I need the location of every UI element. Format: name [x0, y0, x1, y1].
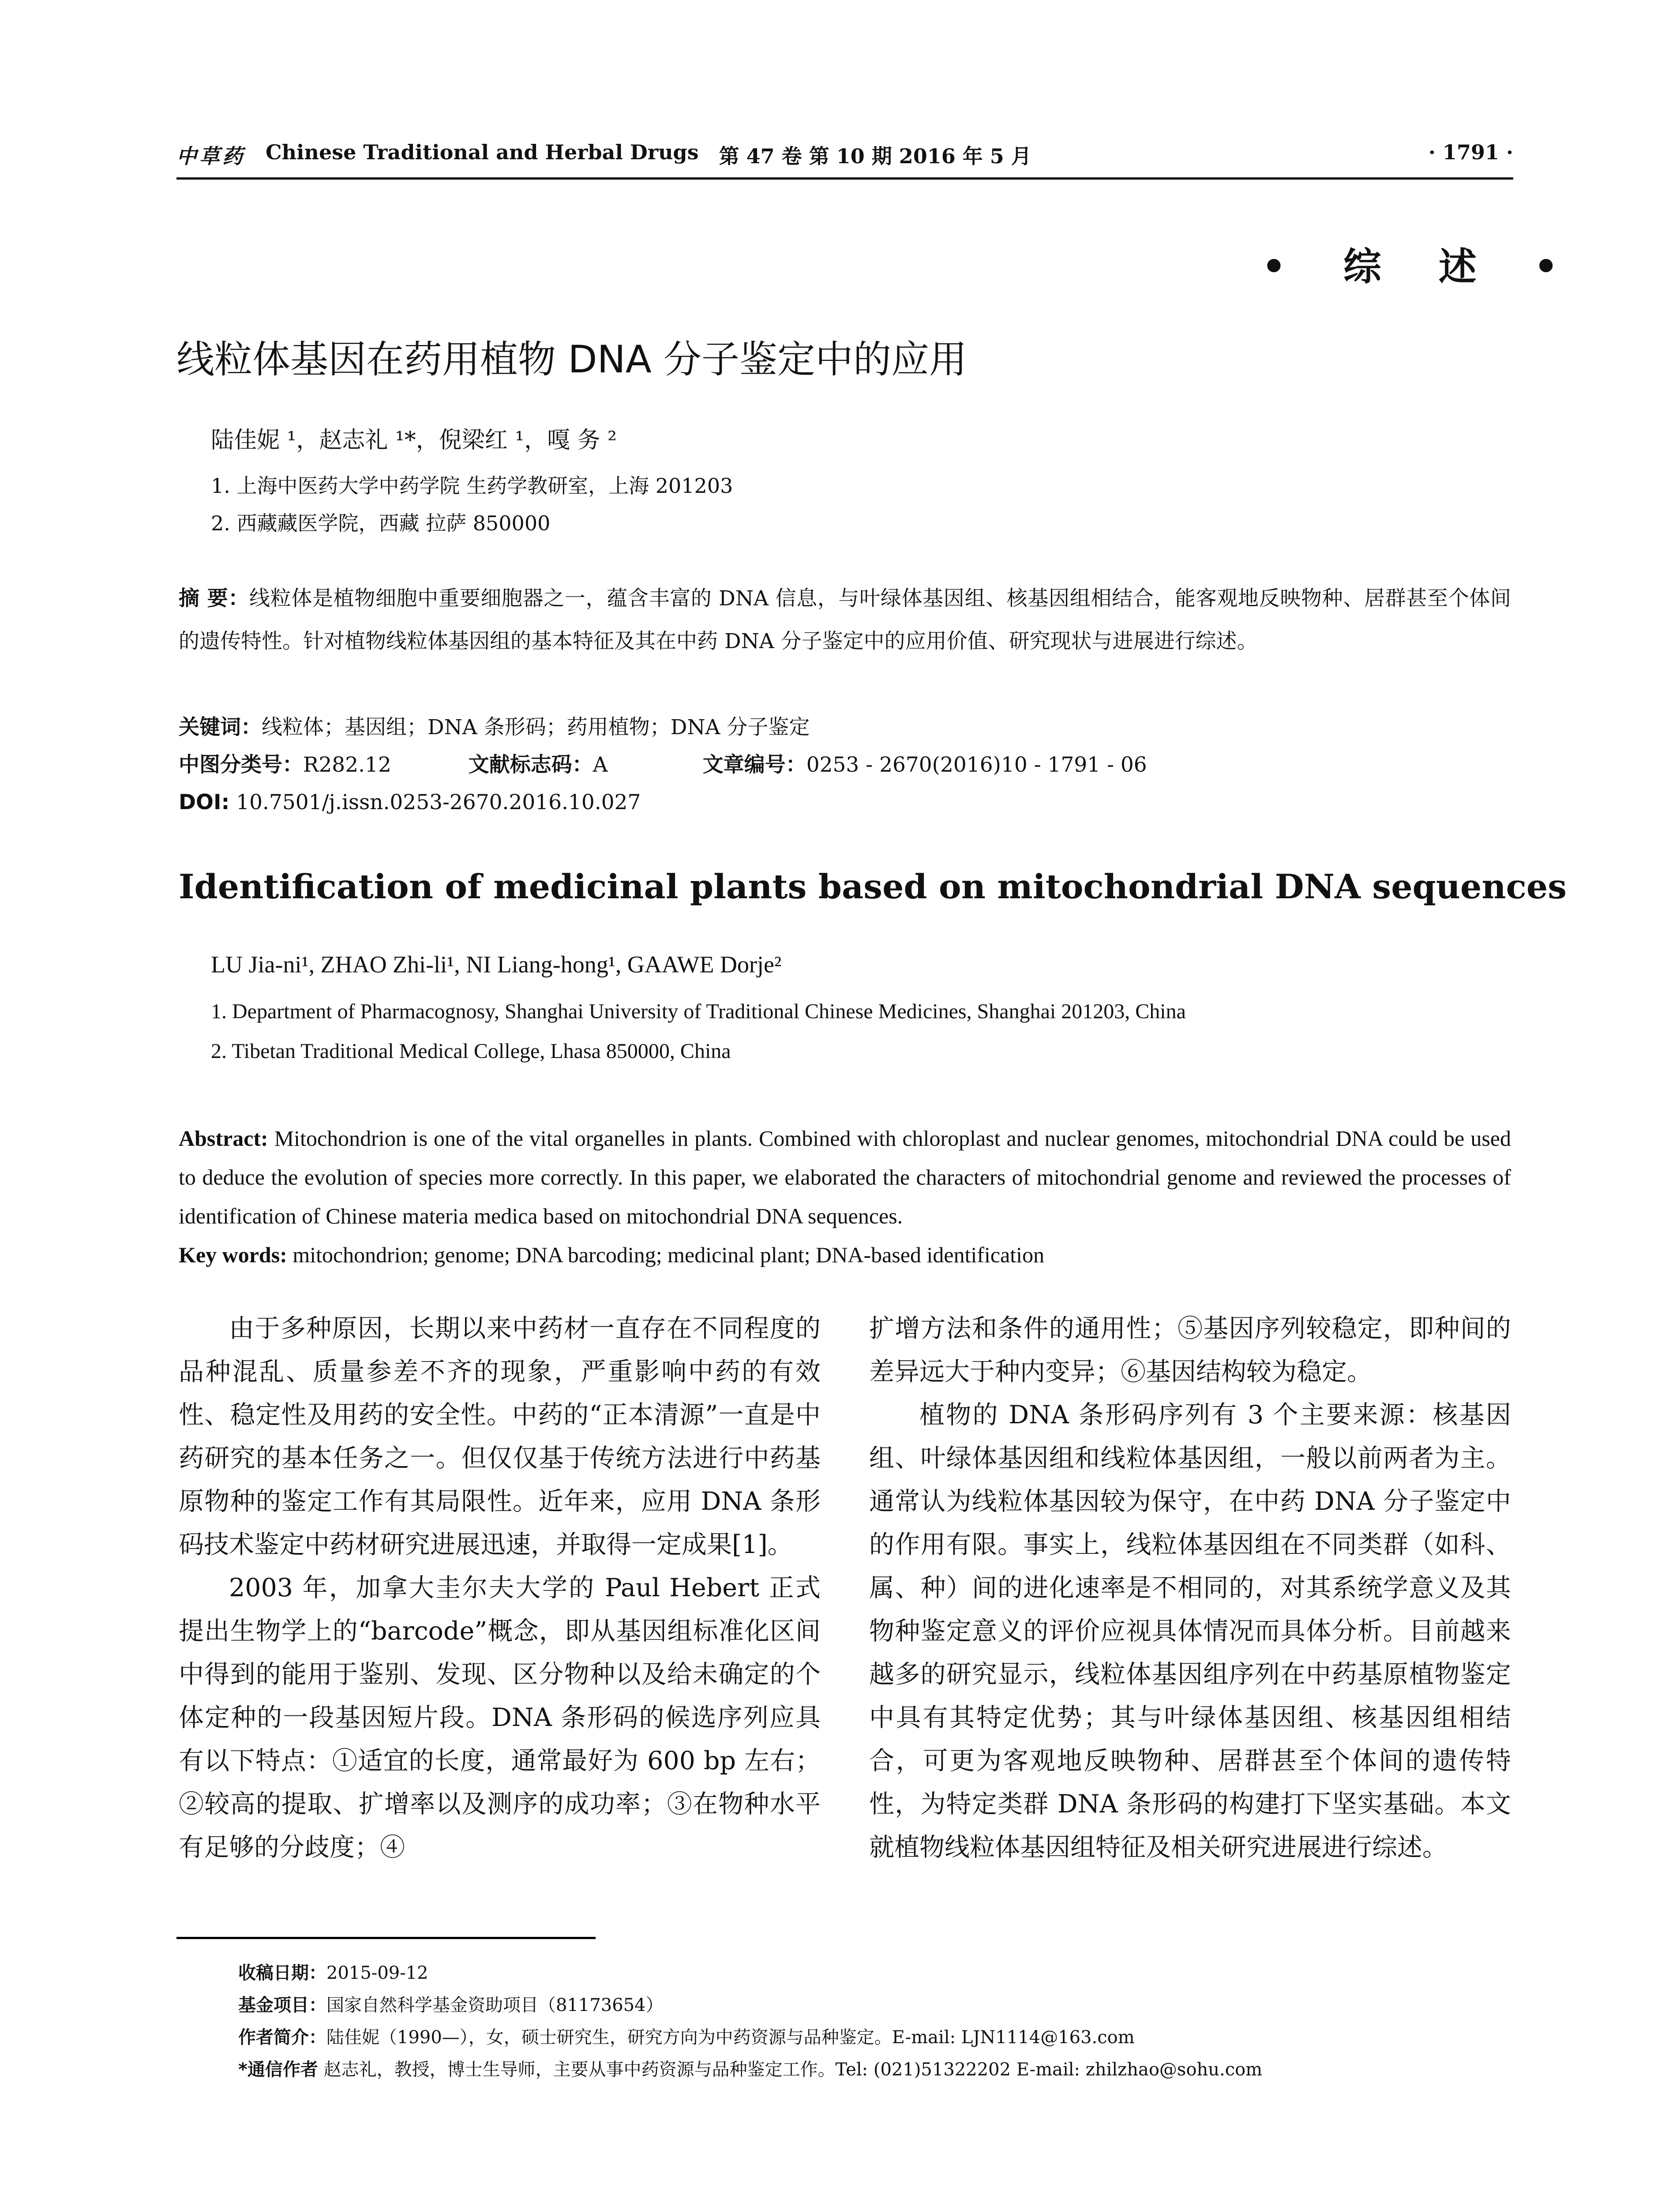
- issue-info: 第 47 卷 第 10 期 2016 年 5 月: [719, 144, 1031, 168]
- abstract-cn-text: 线粒体是植物细胞中重要细胞器之一，蕴含丰富的 DNA 信息，与叶绿体基因组、核基因组相结合，能客观地反映物种、居群甚至个体间的遗传特性。针对植物线粒体基因组的基本特征及其在中药 DNA 分子鉴定中的应用价值、研究现状与进展进行综述。: [179, 586, 1511, 653]
- keywords-en-label: Key words:: [179, 1242, 287, 1267]
- footnote-received: [238, 1959, 428, 1984]
- body-paragraph: 由于多种原因，长期以来中药材一直存在不同程度的品种混乱、质量参差不齐的现象，严重影响中药的有效性、稳定性及用药的安全性。中药的“正本清源”一直是中药研究的基本任务之一。但仅仅基于传统方法进行中药基原物种的鉴定工作有其局限性。近年来，应用 DNA 条形码技术鉴定中药材研究进展迅速，并取得一定成果[1]。: [179, 1314, 821, 1559]
- doi-label: DOI:: [179, 790, 230, 814]
- section-label: • 综 述 •: [1262, 245, 1580, 289]
- journal-name-cn: 中草药: [176, 144, 245, 168]
- keywords-en-text: mitochondrion; genome; DNA barcoding; medicinal plant; DNA-based identification: [292, 1242, 1045, 1267]
- authors-en: LU Jia-ni¹, ZHAO Zhi-li¹, NI Liang-hong¹, GAAWE Dorje²: [211, 951, 782, 978]
- affiliation-en-2: 2. Tibetan Traditional Medical College, Lhasa 850000, China: [211, 1039, 731, 1063]
- footnote-rule: [176, 1937, 596, 1939]
- affiliation-en-1: 1. Department of Pharmacognosy, Shanghai University of Traditional Chinese Medicines, Shanghai 201203, China: [211, 1000, 1186, 1023]
- corresponding-label: *通信作者: [238, 2060, 318, 2080]
- clc-label: 中图分类号：: [179, 753, 303, 777]
- affiliation-cn-1: 1. 上海中医药大学中药学院 生药学教研室，上海 201203: [211, 474, 733, 498]
- title-en: Identification of medicinal plants based on mitochondrial DNA sequences: [179, 867, 1567, 906]
- corresponding-value: 赵志礼，教授，博士生导师，主要从事中药资源与品种鉴定工作。Tel: (021)51322202 E-mail: zhilzhao@sohu.com: [323, 2060, 1263, 2080]
- abstract-cn: [179, 577, 1511, 663]
- fund-value: 国家自然科学基金资助项目（81173654）: [326, 1995, 664, 2015]
- body-paragraph: 2003 年，加拿大圭尔夫大学的 Paul Hebert 正式提出生物学上的“barcode”概念，即从基因组标准化区间中得到的能用于鉴别、发现、区分物种以及给未确定的个体定种的一段基因短片段。DNA 条形码的候选序列应具有以下特点：①适宜的长度，通常最好为 600 bp 左右；②较高的提取、扩增率以及测序的成功率；③在物种水平有足够的分歧度；④: [179, 1573, 821, 1862]
- doi-line: [179, 781, 1511, 824]
- clc-value: R282.12: [303, 753, 391, 777]
- body-paragraph: 扩增方法和条件的通用性；⑤基因序列较稳定，即种间的差异远大于种内变异；⑥基因结构较为稳定。: [869, 1314, 1511, 1386]
- affiliation-cn-2: 2. 西藏藏医学院，西藏 拉萨 850000: [211, 511, 551, 535]
- running-header: [176, 140, 1513, 169]
- keywords-cn-label: 关键词：: [179, 715, 262, 739]
- keywords-cn-text: 线粒体；基因组；DNA 条形码；药用植物；DNA 分子鉴定: [262, 715, 810, 739]
- footnote-author: [238, 2023, 1135, 2048]
- doi-value: 10.7501/j.issn.0253-2670.2016.10.027: [236, 790, 641, 814]
- journal-name-en: Chinese Traditional and Herbal Drugs: [266, 140, 699, 164]
- keywords-cn: [179, 706, 1511, 749]
- author-bio-value: 陆佳妮（1990—），女，硕士研究生，研究方向为中药资源与品种鉴定。E-mail: LJN1114@163.com: [326, 2027, 1135, 2048]
- abstract-cn-label: 摘 要：: [179, 586, 250, 611]
- authors-cn: 陆佳妮 ¹，赵志礼 ¹*，倪梁红 ¹，嘎 务 ²: [211, 427, 617, 454]
- article-id-label: 文章编号：: [702, 753, 806, 777]
- classification-line: [179, 743, 1511, 786]
- abstract-en-label: Abstract:: [179, 1126, 268, 1151]
- abstract-en-text: Mitochondrion is one of the vital organelles in plants. Combined with chloroplast and nuclear genomes, mitochondrial DNA could be used to deduce the evolution of species more correctly. In this paper, we elaborated the characters of mitochondrial genome and reviewed the processes of identification of Chinese materia medica based on mitochondrial DNA sequences.: [179, 1126, 1511, 1228]
- keywords-en: [179, 1235, 1511, 1274]
- author-bio-label: 作者简介：: [238, 2027, 326, 2048]
- title-cn: 线粒体基因在药用植物 DNA 分子鉴定中的应用: [176, 338, 968, 382]
- doc-code-value: A: [592, 753, 608, 777]
- footnote-corresponding: [238, 2056, 1262, 2081]
- header-rule: [176, 177, 1513, 180]
- body-column-right: [869, 1307, 1511, 1869]
- doc-code-label: 文献标志码：: [468, 753, 593, 777]
- fund-label: 基金项目：: [238, 1995, 326, 2015]
- article-id-value: 0253 - 2670(2016)10 - 1791 - 06: [806, 753, 1147, 777]
- abstract-en: [179, 1119, 1511, 1235]
- received-value: 2015-09-12: [326, 1963, 428, 1983]
- footnote-fund: [238, 1991, 664, 2016]
- received-label: 收稿日期：: [238, 1963, 326, 1983]
- body-paragraph: 植物的 DNA 条形码序列有 3 个主要来源：核基因组、叶绿体基因组和线粒体基因组，一般以前两者为主。通常认为线粒体基因较为保守，在中药 DNA 分子鉴定中的作用有限。事实上，线粒体基因组在不同类群（如科、属、种）间的进化速率是不相同的，对其系统学意义及其物种鉴定意义的评价应视具体情况而具体分析。目前越来越多的研究显示，线粒体基因组序列在中药基原植物鉴定中具有其特定优势；其与叶绿体基因组、核基因组相结合，可更为客观地反映物种、居群甚至个体间的遗传特性，为特定类群 DNA 条形码的构建打下坚实基础。本文就植物线粒体基因组特征及相关研究进展进行综述。: [869, 1400, 1511, 1862]
- body-column-left: [179, 1307, 821, 1869]
- page-number: · 1791 ·: [1428, 140, 1513, 164]
